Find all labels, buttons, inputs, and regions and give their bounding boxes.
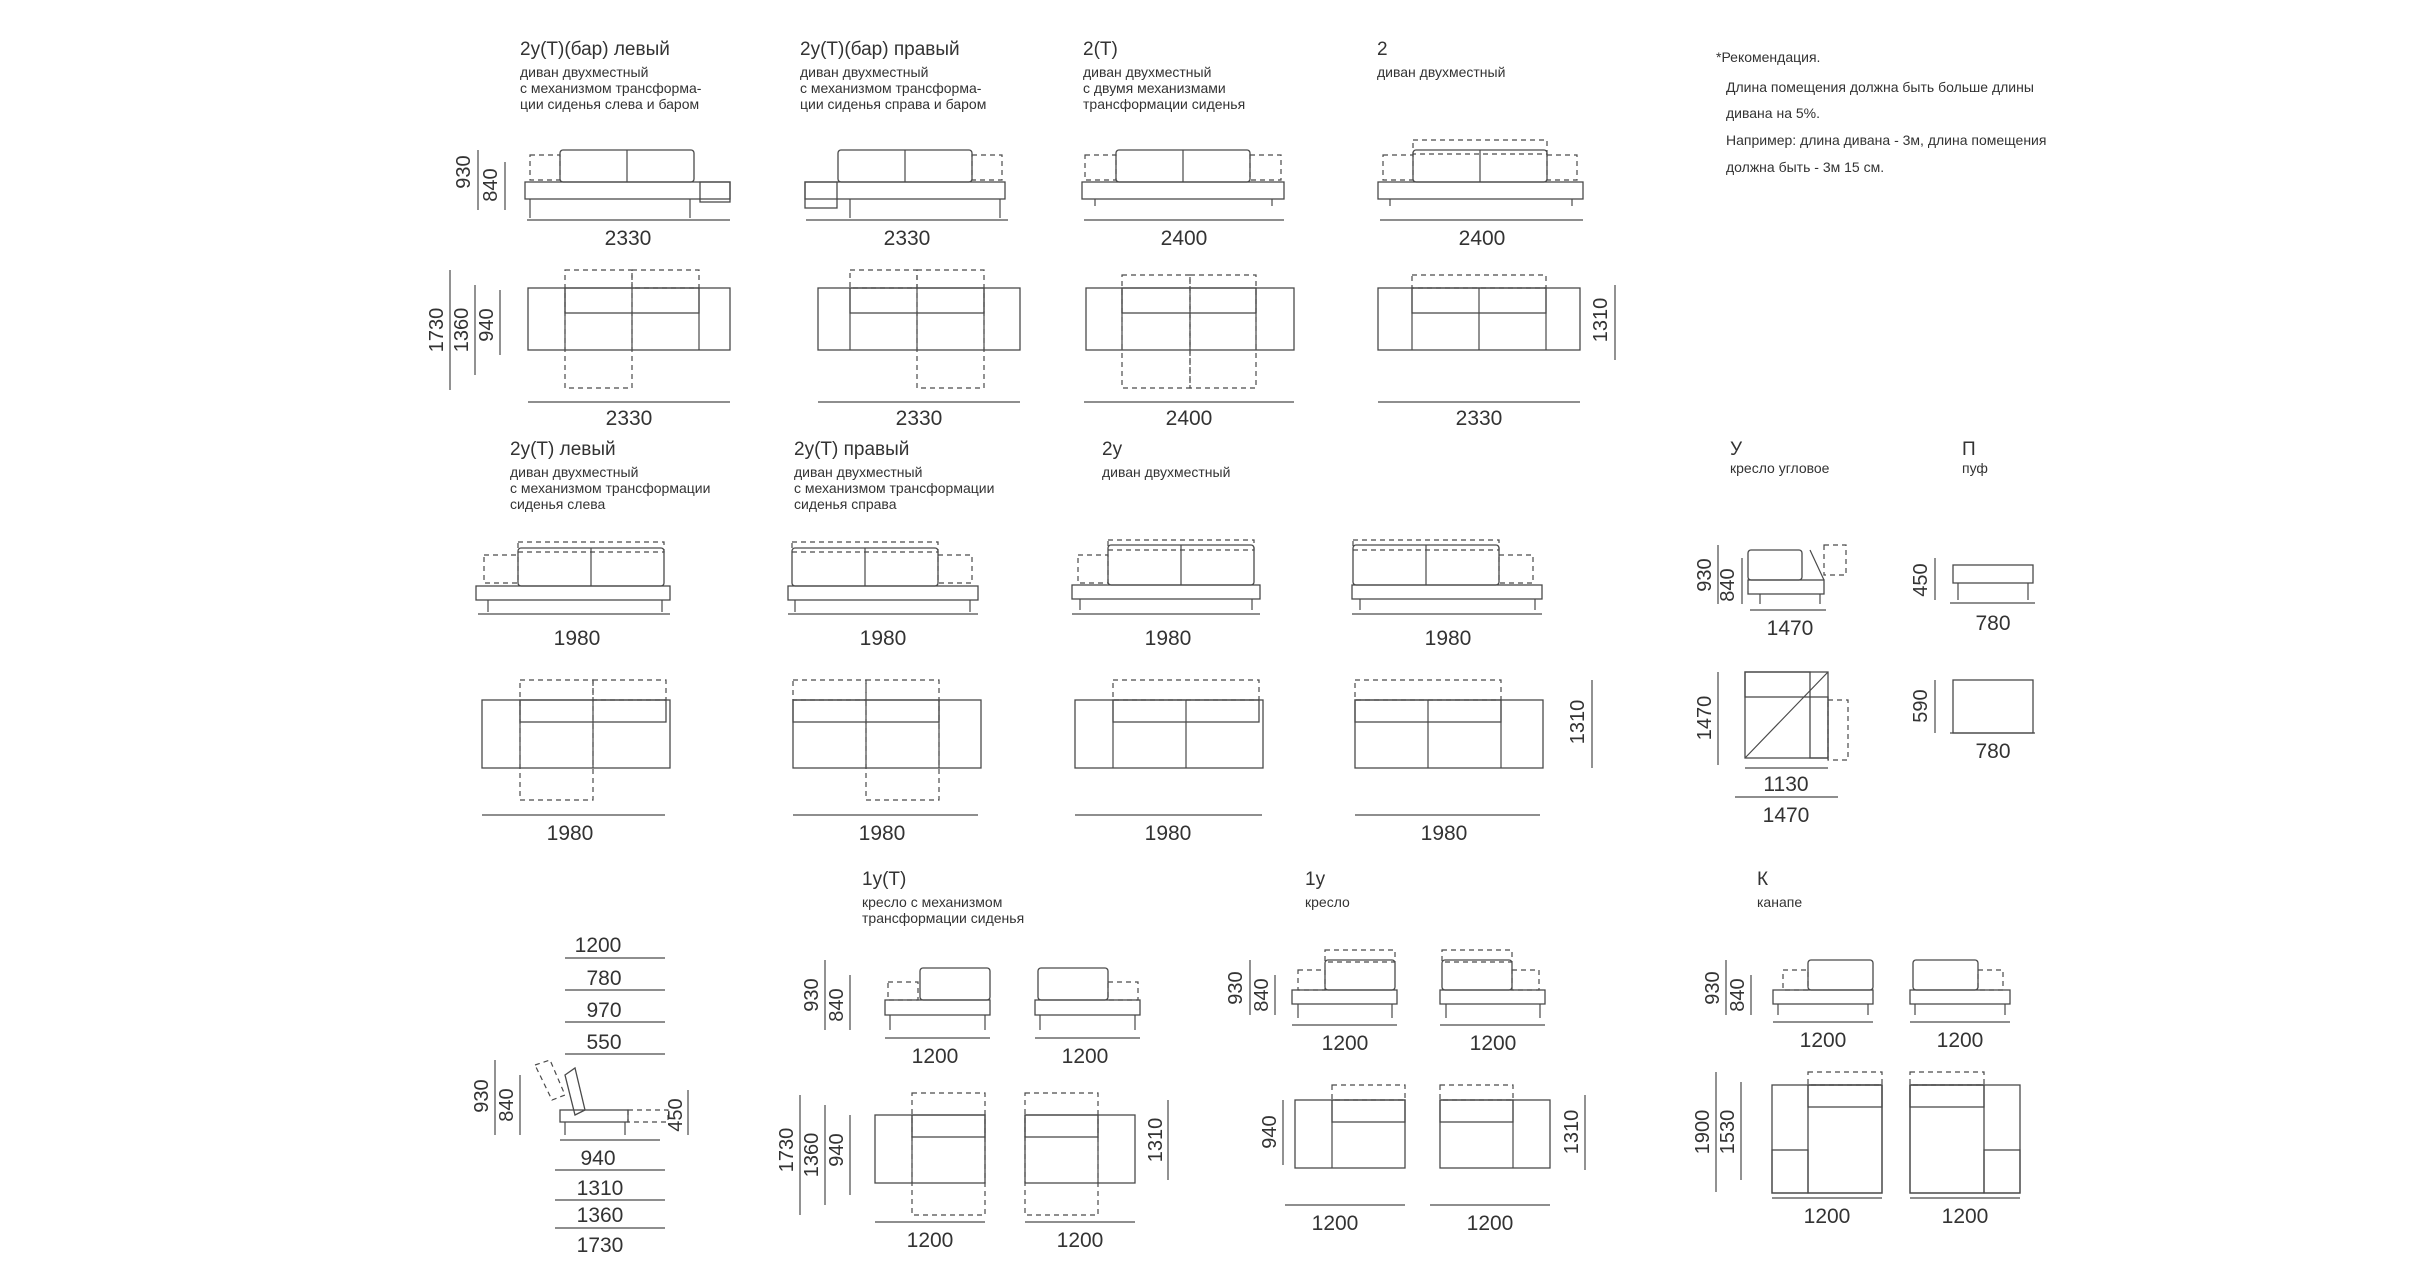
sofa-front-view: [1072, 540, 1260, 650]
armchair-transform: [776, 869, 1168, 1252]
dim-depth-1: 940: [1259, 1115, 1281, 1149]
dim-depth-max: 1730: [426, 307, 448, 353]
item-desc: с двумя механизмами: [1083, 80, 1226, 96]
item-desc: трансформации сиденья: [862, 910, 1025, 926]
dim-top-width-1: 1130: [1763, 773, 1809, 796]
side-view: [471, 934, 688, 1257]
dim-height-seat: 840: [480, 168, 502, 202]
dim-top-a: 1200: [1311, 1212, 1359, 1235]
dim-width: 2330: [604, 227, 652, 250]
dim-width: 2400: [1458, 227, 1506, 250]
dim-depth-2: 1360: [801, 1132, 823, 1178]
sofa-top-view: [528, 270, 730, 430]
dim-width: 2330: [883, 227, 931, 250]
recommendation-title: *Рекомендация.: [1716, 49, 1821, 65]
item-desc: диван двухместный: [1102, 464, 1231, 480]
dim-depth-right: 1310: [1145, 1117, 1167, 1163]
item-desc: кресло: [1305, 894, 1350, 910]
item-desc: с механизмом трансформации: [510, 480, 711, 496]
dim-bottom: 1360: [576, 1204, 624, 1227]
dim-top-width: 2330: [605, 407, 653, 430]
dim-top-width: 1980: [1420, 822, 1468, 845]
dim-top-a: 1200: [906, 1229, 954, 1252]
item-desc: пуф: [1962, 460, 1988, 476]
dim-top-width-2: 1470: [1762, 804, 1810, 827]
sofa-front-view: [476, 542, 670, 650]
dim-width: 1980: [553, 627, 601, 650]
dim-height-seat: 840: [1717, 568, 1739, 602]
dim-top-b: 1200: [1466, 1212, 1514, 1235]
item-desc: с механизмом трансформа-: [800, 80, 982, 96]
sofa-top-view: [1378, 275, 1580, 430]
sofa-top-view: [818, 270, 1020, 430]
item-title: 2у(Т)(бар) левый: [520, 39, 670, 60]
sofa-front-view: [1378, 140, 1583, 250]
dim-top-width: 2330: [1455, 407, 1503, 430]
dim-width: 2400: [1160, 227, 1208, 250]
item-desc: с механизмом трансформации: [794, 480, 995, 496]
item-desc: трансформации сиденья: [1083, 96, 1246, 112]
row1-height-dims: [453, 150, 505, 210]
dim-depth-min: 940: [476, 308, 498, 342]
armchair: [1225, 869, 1585, 1235]
dim-top-b: 1200: [1056, 1229, 1104, 1252]
dim-top-width: 2400: [1165, 407, 1213, 430]
dim-height-total: 930: [453, 155, 475, 189]
sofa-front-view: [1352, 540, 1542, 650]
item-desc: кресло с механизмом: [862, 894, 1003, 910]
item-desc: канапе: [1757, 894, 1803, 910]
item-desc: сиденья справа: [794, 496, 897, 512]
dim-front-b: 1200: [1936, 1029, 1984, 1052]
dim-depth-1: 1730: [776, 1127, 798, 1173]
dim-width: 1980: [1424, 627, 1472, 650]
recommendation-line-3: Например: длина дивана - 3м, длина помещения: [1726, 132, 2047, 148]
item-title: П: [1962, 439, 1976, 460]
pouf: [1910, 439, 2035, 763]
dim-top-width: 1980: [858, 822, 906, 845]
dim-front-a: 1200: [911, 1045, 959, 1068]
dim-bottom: 940: [580, 1147, 616, 1170]
item-desc: диван двухместный: [1083, 64, 1212, 80]
dim-top-width: 1980: [546, 822, 594, 845]
dim-height-seat: 840: [496, 1088, 518, 1122]
sofa-top-view: [793, 680, 981, 845]
dim-width: 780: [1975, 612, 2011, 635]
item-desc: диван двухместный: [510, 464, 639, 480]
recommendation-note: [1716, 49, 2046, 175]
dim-depth-mid: 1360: [451, 307, 473, 353]
item-title: К: [1757, 869, 1769, 890]
row1-titles: [520, 39, 1505, 112]
dim-depth-2: 1530: [1717, 1109, 1739, 1155]
sofa-top-view: [482, 680, 670, 845]
dim-side: 550: [586, 1031, 622, 1054]
row2-titles: [510, 439, 1230, 512]
dim-height-total: 930: [1694, 558, 1716, 592]
item-title: У: [1730, 439, 1743, 460]
dim-top-b: 1200: [1941, 1205, 1989, 1228]
kanape: [1692, 869, 2020, 1228]
dim-depth: 590: [1910, 689, 1932, 723]
item-title: 2у(Т) левый: [510, 439, 616, 460]
dim-height: 450: [1910, 563, 1932, 597]
dim-width: 1980: [1144, 627, 1192, 650]
dim-top-a: 1200: [1803, 1205, 1851, 1228]
dim-top-width: 2330: [895, 407, 943, 430]
dim-top-depth: 1470: [1694, 695, 1716, 741]
dim-width: 1470: [1766, 617, 1814, 640]
recommendation-line-2: дивана на 5%.: [1726, 105, 1820, 121]
item-title: 1у: [1305, 869, 1326, 890]
item-desc: диван двухместный: [1377, 64, 1506, 80]
sofa-top-view: [1355, 680, 1592, 845]
dim-width: 1980: [859, 627, 907, 650]
item-title: 2у(Т)(бар) правый: [800, 39, 960, 60]
item-desc: диван двухместный: [520, 64, 649, 80]
dim-height-total: 930: [471, 1079, 493, 1113]
dim-depth-right: 1310: [1590, 297, 1612, 343]
recommendation-line-1: Длина помещения должна быть больше длины: [1726, 79, 2034, 95]
dim-height-total: 930: [1225, 971, 1247, 1005]
dim-front-b: 1200: [1061, 1045, 1109, 1068]
dim-height-total: 930: [801, 978, 823, 1012]
dim-side: 970: [586, 999, 622, 1022]
dim-height-total: 930: [1702, 971, 1724, 1005]
dim-depth-right: 1310: [1567, 699, 1589, 745]
dim-depth-right: 1310: [1561, 1109, 1583, 1155]
dim-height-seat: 840: [826, 988, 848, 1022]
sofa-front-view: [525, 150, 730, 250]
dim-depth-3: 940: [826, 1133, 848, 1167]
sofa-front-view: [805, 150, 1008, 250]
item-desc: ции сиденья слева и баром: [520, 96, 700, 112]
dim-height-right: 450: [665, 1098, 687, 1132]
item-title: 2у: [1102, 439, 1123, 460]
dim-front-a: 1200: [1321, 1032, 1369, 1055]
item-desc: ции сиденья справа и баром: [800, 96, 987, 112]
dim-side: 780: [586, 967, 622, 990]
item-title: 2у(Т) правый: [794, 439, 910, 460]
sofa-front-view: [788, 542, 978, 650]
dim-top-width: 1980: [1144, 822, 1192, 845]
sofa-top-view: [1084, 275, 1294, 430]
item-title: 1у(Т): [862, 869, 907, 890]
dim-front-a: 1200: [1799, 1029, 1847, 1052]
dim-side: 1200: [574, 934, 622, 957]
item-desc: кресло угловое: [1730, 460, 1830, 476]
item-desc: сиденья слева: [510, 496, 606, 512]
dim-bottom: 1310: [576, 1177, 624, 1200]
dim-top-width: 780: [1975, 740, 2011, 763]
item-desc: диван двухместный: [800, 64, 929, 80]
recommendation-line-4: должна быть - 3м 15 см.: [1726, 159, 1885, 175]
item-desc: диван двухместный: [794, 464, 923, 480]
corner-armchair: [1694, 439, 1848, 827]
sofa-top-view: [1075, 680, 1263, 845]
dim-front-b: 1200: [1469, 1032, 1517, 1055]
item-title: 2(Т): [1083, 39, 1118, 60]
dim-depth-1: 1900: [1692, 1109, 1714, 1155]
sofa-front-view: [1082, 150, 1284, 250]
dim-height-seat: 840: [1727, 978, 1749, 1012]
dim-bottom: 1730: [576, 1234, 624, 1257]
item-desc: с механизмом трансформа-: [520, 80, 702, 96]
item-title: 2: [1377, 39, 1388, 60]
dim-height-seat: 840: [1251, 978, 1273, 1012]
